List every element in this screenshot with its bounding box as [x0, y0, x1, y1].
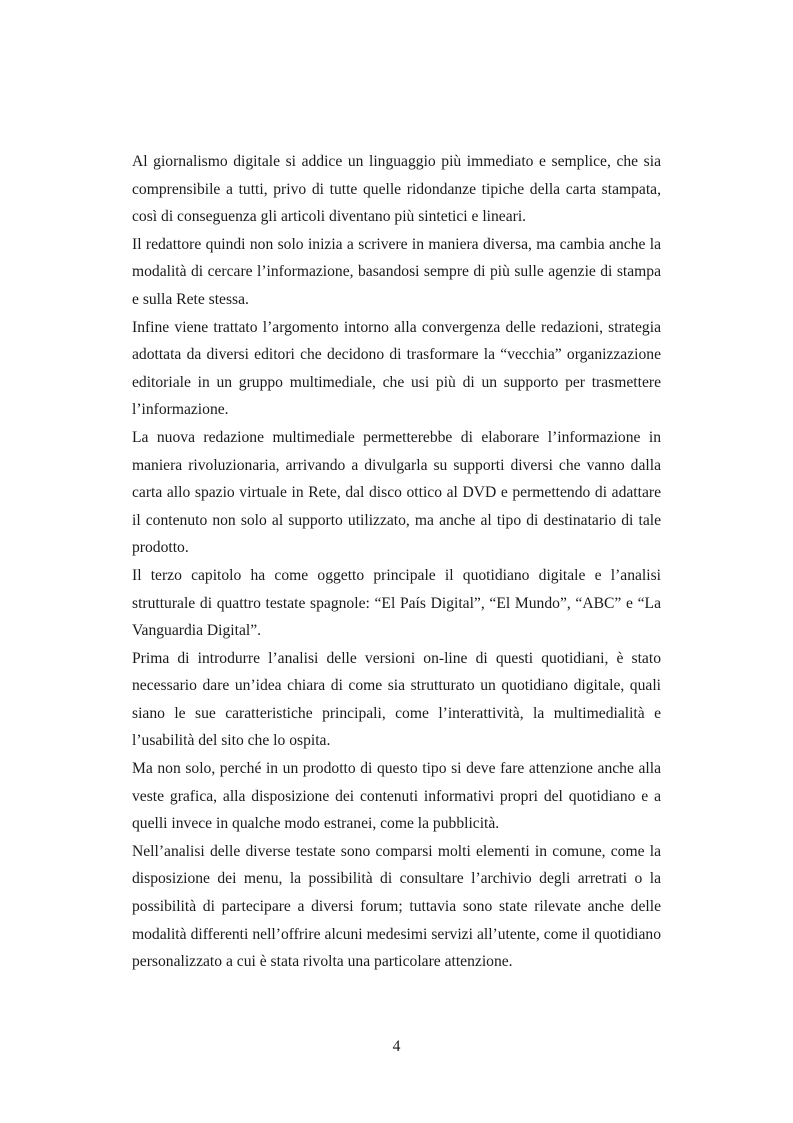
page-number: 4 [392, 1038, 401, 1055]
paragraph-8: Nell’analisi delle diverse testate sono comparsi molti elementi in comune, come la disposizione dei menu, la possibilità di consultare l’archivio degli arretrati o la possibilità di partecipare a diversi forum; tuttavia sono state rilevate anche delle modalità differenti nell’offrire alcuni medesimi servizi all’utente, come il quotidiano personalizzato a cui è stata rivolta una particolare attenzione. [132, 842, 661, 971]
paragraph-7: Ma non solo, perché in un prodotto di questo tipo si deve fare attenzione anche alla veste grafica, alla disposizione dei contenuti informativi propri del quotidiano e a quelli invece in qualche modo estranei, come la pubblicità. [132, 760, 661, 833]
body-text [132, 148, 661, 976]
paragraph-6: Prima di introdurre l’analisi delle versioni on-line di questi quotidiani, è stato necessario dare un’idea chiara di come sia strutturato un quotidiano digitale, quali siano le sue caratteristiche principali, come l’interattività, la multimedialità e l’usabilità del sito che lo ospita. [132, 649, 661, 750]
paragraph-4: La nuova redazione multimediale permetterebbe di elaborare l’informazione in maniera rivoluzionaria, arrivando a divulgarla su supporti diversi che vanno dalla carta allo spazio virtuale in Rete, dal disco ottico al DVD e permettendo di adattare il contenuto non solo al supporto utilizzato, ma anche al tipo di destinatario di tale prodotto. [132, 428, 661, 557]
paragraph-1: Al giornalismo digitale si addice un linguaggio più immediato e semplice, che sia comprensibile a tutti, privo di tutte quelle ridondanze tipiche della carta stampata, così di conseguenza gli articoli diventano più sintetici e lineari. [132, 153, 661, 226]
paragraph-3: Infine viene trattato l’argomento intorno alla convergenza delle redazioni, strategia adottata da diversi editori che decidono di trasformare la “vecchia” organizzazione editoriale in un gruppo multimediale, che usi più di un supporto per trasmettere l’informazione. [132, 318, 661, 419]
paragraph-2: Il redattore quindi non solo inizia a scrivere in maniera diversa, ma cambia anche la modalità di cercare l’informazione, basandosi sempre di più sulle agenzie di stampa e sulla Rete stessa. [132, 235, 661, 308]
paragraph-5: Il terzo capitolo ha come oggetto principale il quotidiano digitale e l’analisi strutturale di quattro testate spagnole: “El País Digital”, “El Mundo”, “ABC” e “La Vanguardia Digital”. [132, 566, 661, 640]
